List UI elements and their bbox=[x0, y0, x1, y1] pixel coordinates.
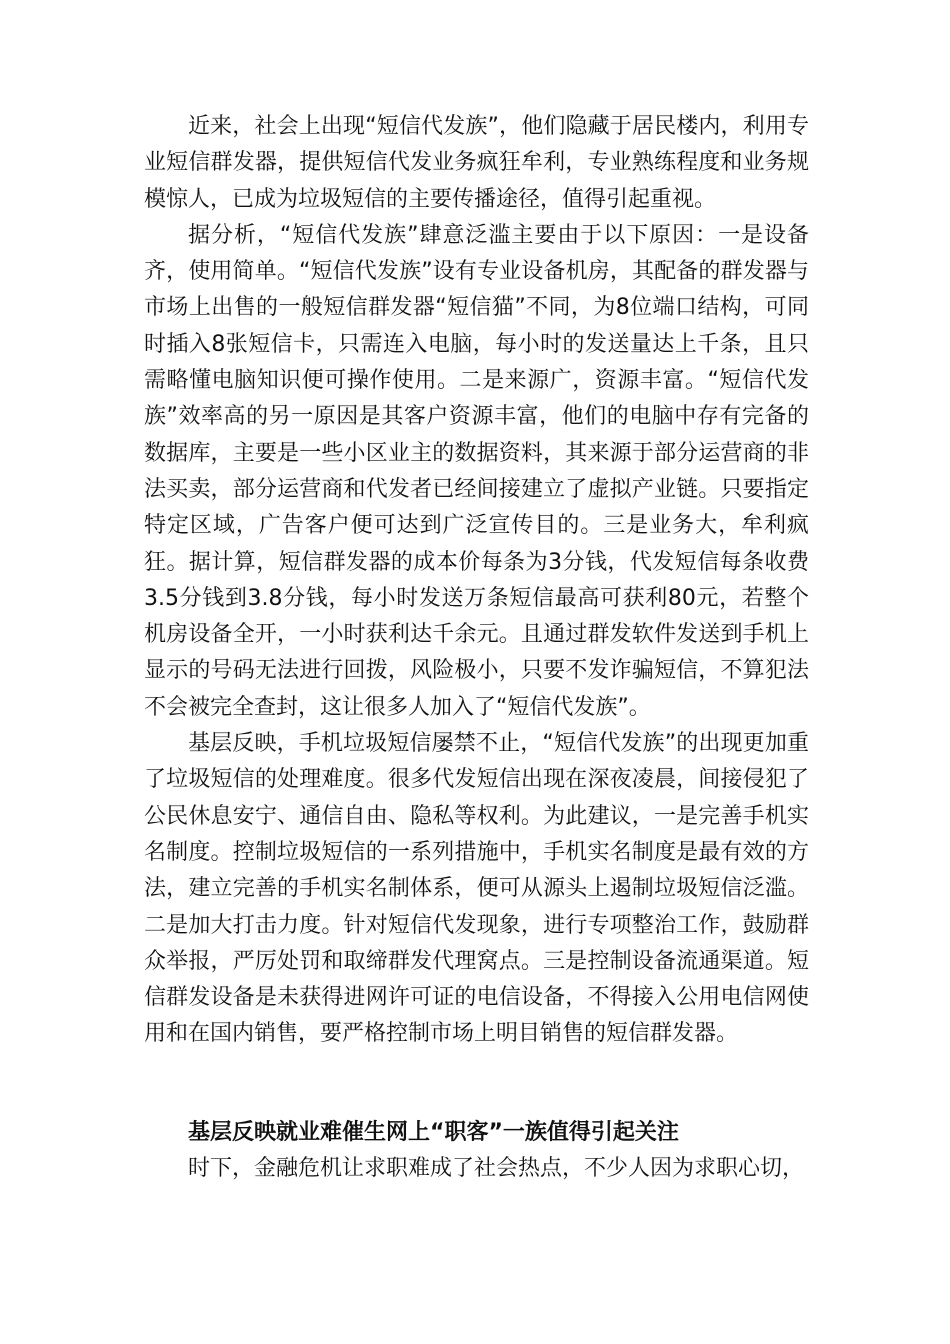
document-body bbox=[144, 109, 809, 1053]
section-paragraph: 时下，金融危机让求职难成了社会热点，不少人因为求职心切， bbox=[188, 1156, 805, 1181]
paragraph-1: 近来，社会上出现“短信代发族”，他们隐藏于居民楼内，利用专业短信群发器，提供短信代发业务疯狂牟利，专业熟练程度和业务规模惊人，已成为垃圾短信的主要传播途径，值得引起重视。 bbox=[144, 114, 809, 212]
paragraph-2: 据分析，“短信代发族”肆意泛滥主要由于以下原因：一是设备齐，使用简单。“短信代发族”设有专业设备机房，其配备的群发器与市场上出售的一般短信群发器“短信猫”不同，为8位端口结构，可同时插入8张短信卡，只需连入电脑，每小时的发送量达上千条，且只需略懂电脑知识便可操作使用。二是来源广，资源丰富。“短信代发族”效率高的另一原因是其客户资源丰富，他们的电脑中存有完备的数据库，主要是一些小区业主的数据资料，其来源于部分运营商的非法买卖，部分运营商和代发者已经间接建立了虚拟产业链。只要指定特定区域，广告客户便可达到广泛宣传目的。三是业务大，牟利疯狂。据计算，短信群发器的成本价每条为3分钱，代发短信每条收费3.5分钱到3.8分钱，每小时发送万条短信最高可获利80元，若整个机房设备全开，一小时获利达千余元。且通过群发软件发送到手机上显示的号码无法进行回拨，风险极小，只要不发诈骗短信，不算犯法不会被完全查封，这让很多人加入了“短信代发族”。 bbox=[144, 222, 810, 720]
section-heading: 基层反映就业难催生网上“职客”一族值得引起关注 bbox=[188, 1120, 679, 1145]
paragraph-3: 基层反映，手机垃圾短信屡禁不止，“短信代发族”的出现更加重了垃圾短信的处理难度。很多代发短信出现在深夜凌晨，间接侵犯了公民休息安宁、通信自由、隐私等权利。为此建议，一是完善手机实名制度。控制垃圾短信的一系列措施中，手机实名制度是最有效的方法，建立完善的手机实名制体系，便可从源头上遏制垃圾短信泛滥。二是加大打击力度。针对短信代发现象，进行专项整治工作，鼓励群众举报，严厉处罚和取缔群发代理窝点。三是控制设备流通渠道。短信群发设备是未获得进网许可证的电信设备，不得接入公用电信网使用和在国内销售，要严格控制市场上明目销售的短信群发器。 bbox=[144, 731, 809, 1047]
